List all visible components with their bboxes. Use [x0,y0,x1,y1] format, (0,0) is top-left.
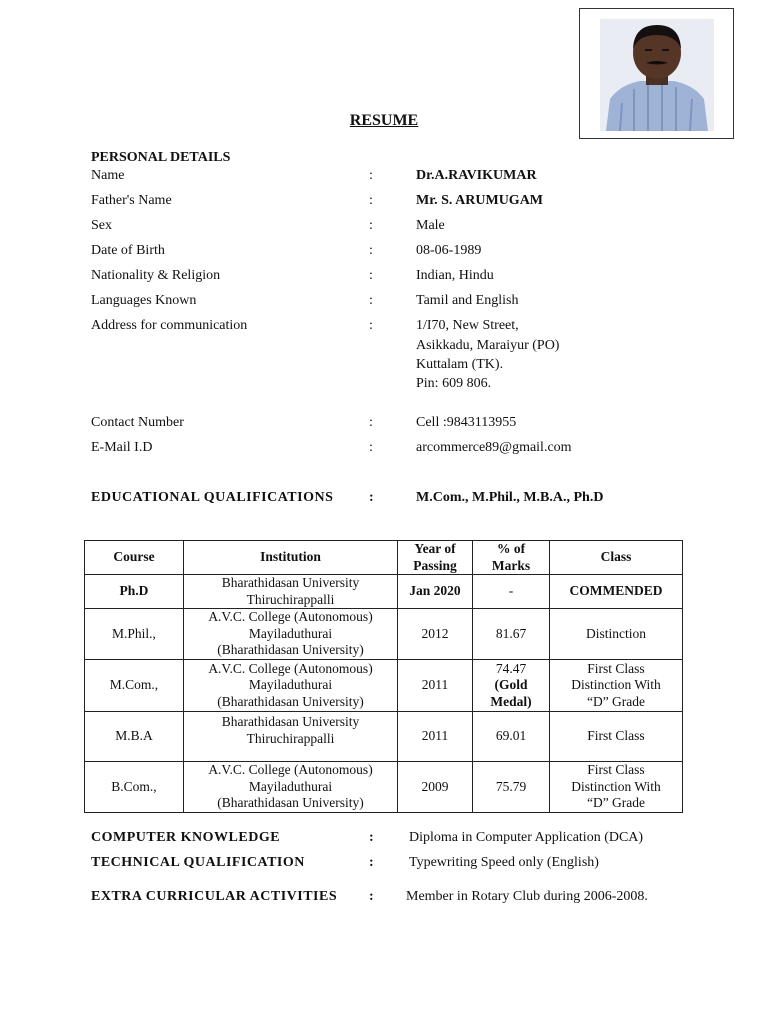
address-label: Address for communication [91,318,248,333]
header-course: Course [85,541,184,575]
institution-cell: Bharathidasan University Thiruchirappalli [184,712,398,762]
name-value: Dr.A.RAVIKUMAR [416,168,537,183]
address-line: 1/I70, New Street, [416,318,519,333]
colon: : [369,193,373,208]
table-row [85,712,683,762]
colon: : [369,889,374,904]
table-row [85,575,683,609]
institution-cell: A.V.C. College (Autonomous) Mayiladuthurai (Bharathidasan University) [184,762,398,813]
year-cell: 2009 [398,762,473,813]
nationality-value: Indian, Hindu [416,268,494,283]
computer-knowledge-value: Diploma in Computer Application (DCA) [409,830,644,845]
colon: : [369,293,373,308]
personal-details-heading: PERSONAL DETAILS [91,150,231,165]
education-value: M.Com., M.Phil., M.B.A., Ph.D [416,490,604,505]
colon: : [369,243,373,258]
technical-qualification-label: TECHNICAL QUALIFICATION [91,855,305,870]
colon: : [369,855,374,870]
computer-knowledge-label: COMPUTER KNOWLEDGE [91,830,281,845]
colon: : [369,168,373,183]
marks-cell: 74.47 (Gold Medal) [473,660,550,712]
class-cell: First Class Distinction With “D” Grade [550,762,683,813]
dob-label: Date of Birth [91,243,165,258]
header-marks: % of Marks [473,541,550,575]
institution-cell: A.V.C. College (Autonomous) Mayiladuthurai (Bharathidasan University) [184,609,398,660]
table-row [85,609,683,660]
table-header-row [85,541,683,575]
year-cell: 2012 [398,609,473,660]
table-row [85,762,683,813]
header-institution: Institution [184,541,398,575]
table-row [85,660,683,712]
course-cell: M.Phil., [85,609,184,660]
class-cell: First Class [550,712,683,762]
email-value: arcommerce89@gmail.com [416,440,572,455]
colon: : [369,318,373,333]
languages-value: Tamil and English [416,293,519,308]
contact-label: Contact Number [91,415,184,430]
class-cell: COMMENDED [550,575,683,609]
class-cell: Distinction [550,609,683,660]
course-cell: B.Com., [85,762,184,813]
nationality-label: Nationality & Religion [91,268,221,283]
address-line: Pin: 609 806. [416,376,492,391]
technical-qualification-value: Typewriting Speed only (English) [409,855,599,870]
email-label: E-Mail I.D [91,440,153,455]
course-cell: M.Com., [85,660,184,712]
marks-cell: 69.01 [473,712,550,762]
colon: : [369,830,374,845]
sex-value: Male [416,218,445,233]
address-line: Kuttalam (TK). [416,357,504,372]
address-line: Asikkadu, Maraiyur (PO) [416,338,560,353]
year-cell: Jan 2020 [398,575,473,609]
institution-cell: A.V.C. College (Autonomous) Mayiladuthurai (Bharathidasan University) [184,660,398,712]
course-cell: Ph.D [85,575,184,609]
languages-label: Languages Known [91,293,197,308]
header-year: Year of Passing [398,541,473,575]
education-label: EDUCATIONAL QUALIFICATIONS [91,490,334,505]
marks-cell: 75.79 [473,762,550,813]
course-cell: M.B.A [85,712,184,762]
extra-curricular-label: EXTRA CURRICULAR ACTIVITIES [91,889,338,904]
year-cell: 2011 [398,712,473,762]
colon: : [369,440,373,455]
colon: : [369,490,374,505]
class-cell: First Class Distinction With “D” Grade [550,660,683,712]
resume-title: RESUME [349,112,419,129]
marks-cell: - [473,575,550,609]
marks-cell: 81.67 [473,609,550,660]
contact-value: Cell :9843113955 [416,415,517,430]
year-cell: 2011 [398,660,473,712]
father-name-label: Father's Name [91,193,172,208]
colon: : [369,268,373,283]
sex-label: Sex [91,218,112,233]
institution-cell: Bharathidasan University Thiruchirappalli [184,575,398,609]
education-table [84,540,683,813]
dob-value: 08-06-1989 [416,243,482,258]
extra-curricular-value: Member in Rotary Club during 2006-2008. [406,889,648,904]
father-name-value: Mr. S. ARUMUGAM [416,193,544,208]
header-class: Class [550,541,683,575]
colon: : [369,218,373,233]
name-label: Name [91,168,125,183]
colon: : [369,415,373,430]
